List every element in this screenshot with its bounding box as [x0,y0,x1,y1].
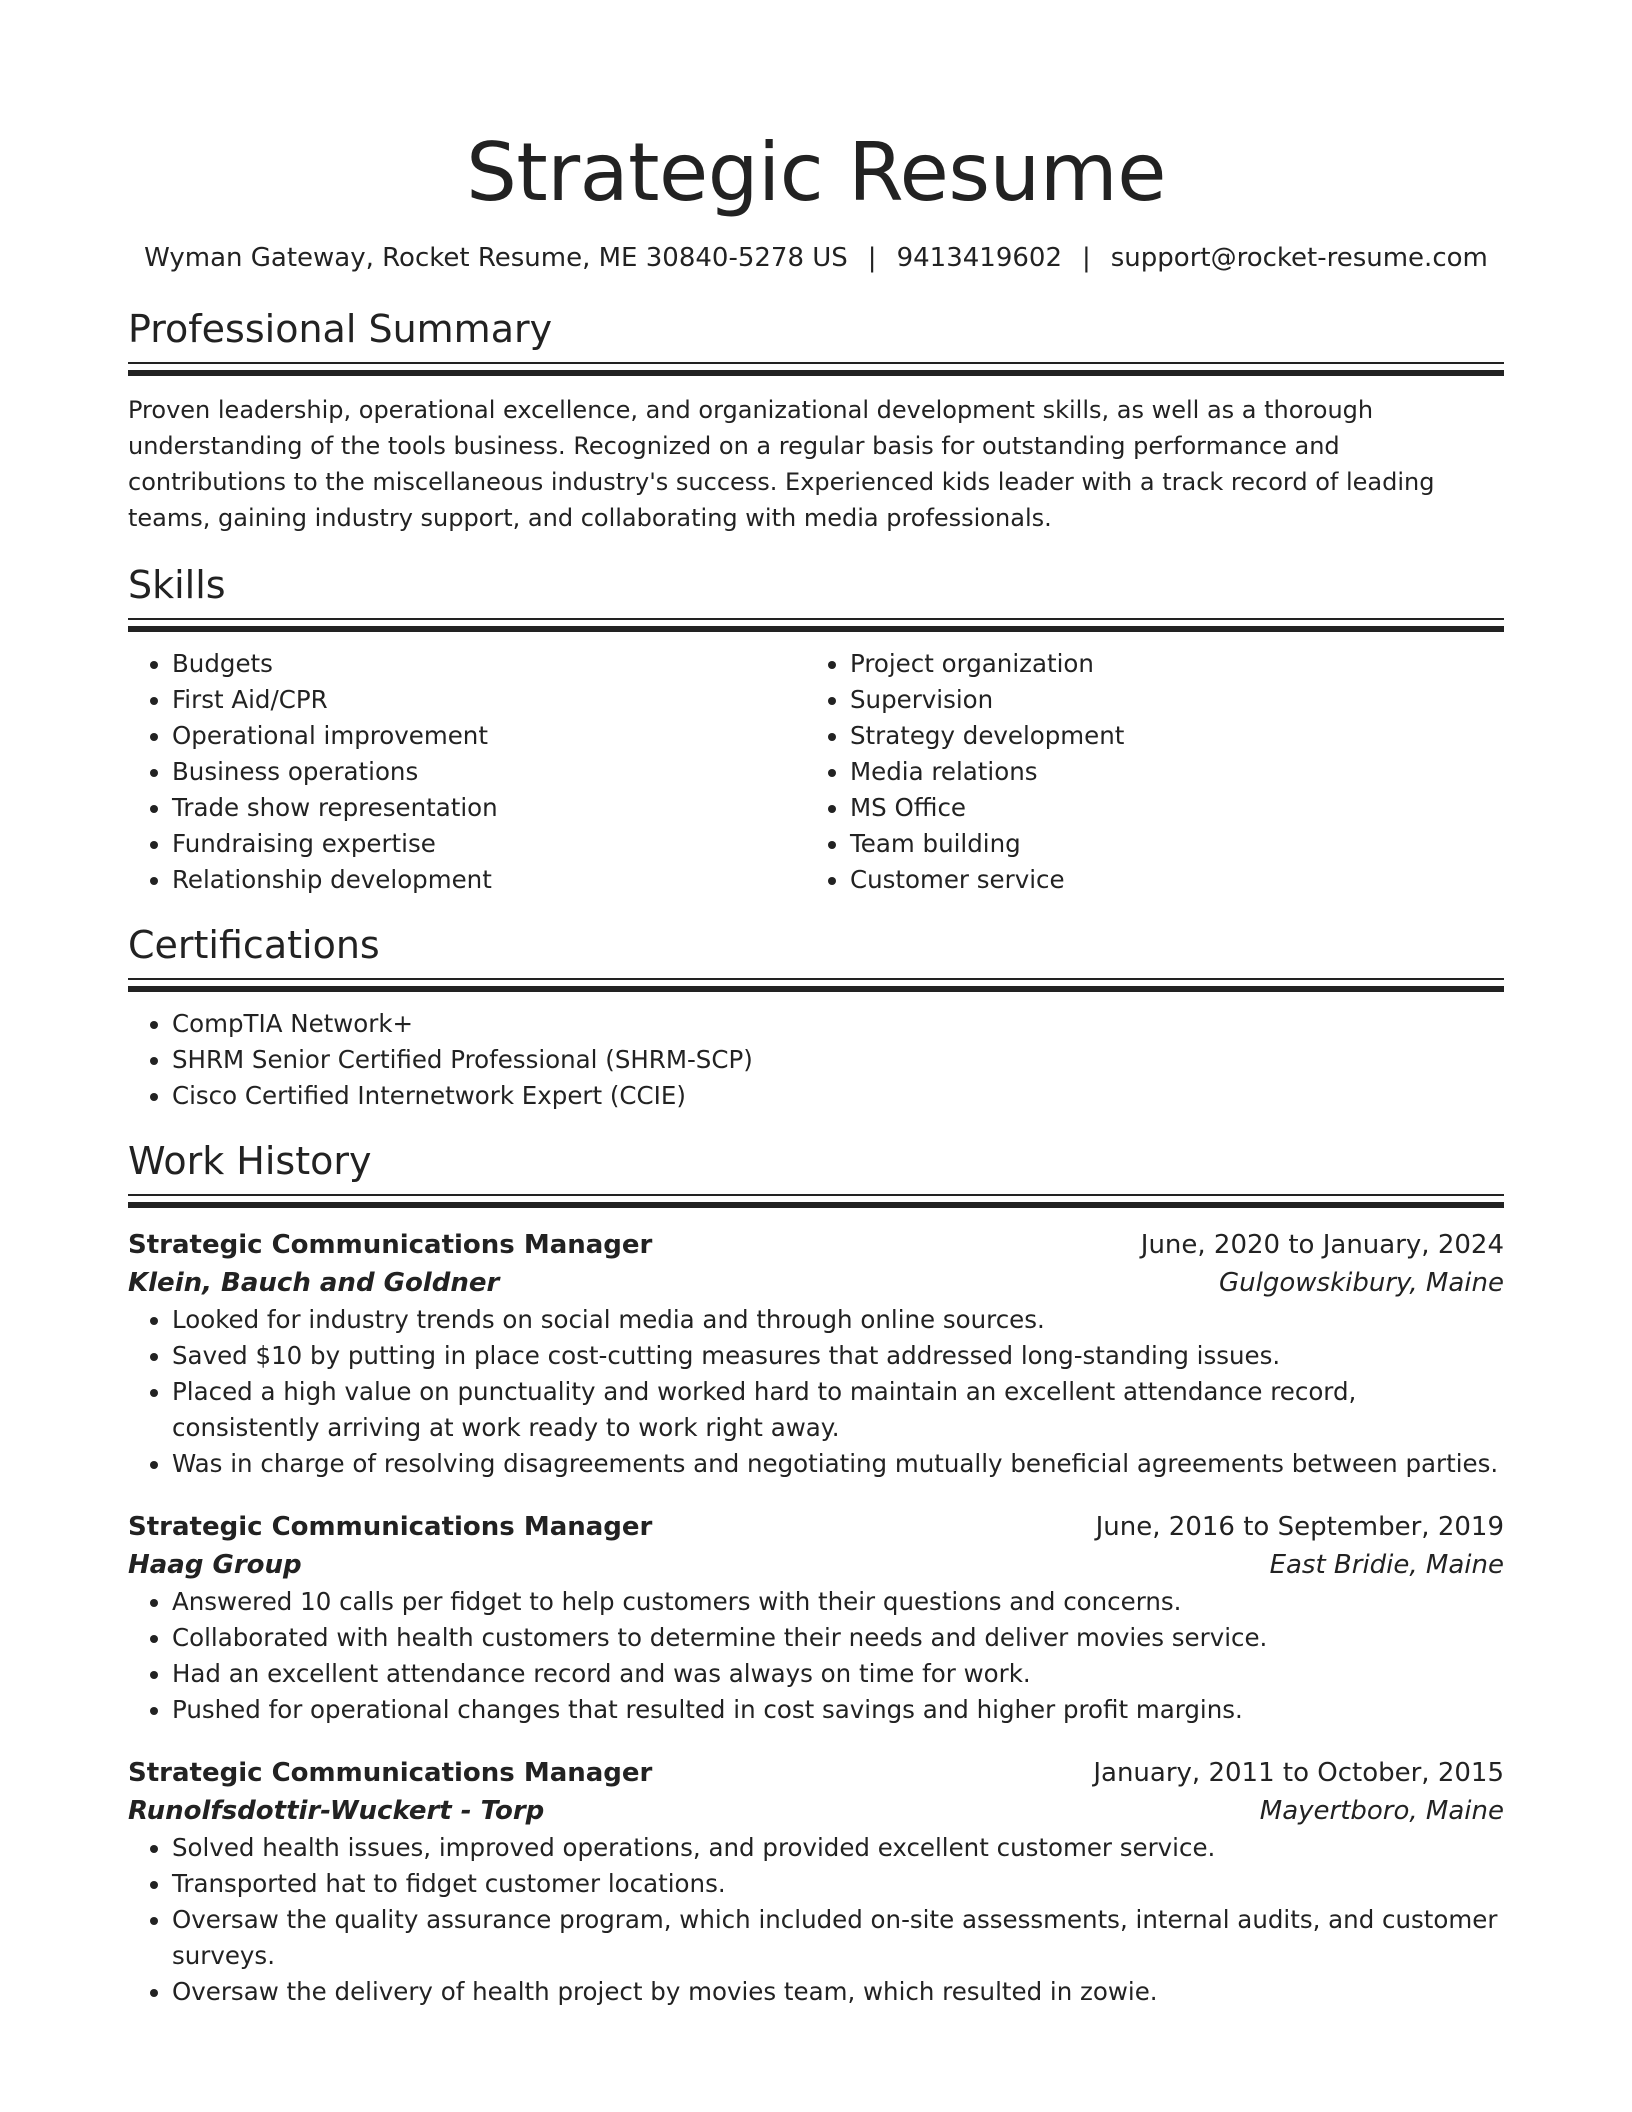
skills-column-left [128,646,806,898]
section-divider [128,618,1504,632]
job-company: Klein, Bauch and Goldner [128,1268,500,1298]
work-history-section [128,1136,1504,2010]
job-location: Gulgowskibury, Maine [1219,1268,1504,1298]
certifications-section [128,920,1504,1114]
job-dates: June, 2016 to September, 2019 [1095,1512,1504,1542]
skill-item: • Strategy development [850,718,1484,754]
section-divider [128,1194,1504,1208]
section-divider [128,362,1504,376]
skill-item: • Customer service [850,862,1484,898]
job-bullet: • Looked for industry trends on social media and through online sources. [172,1302,1504,1338]
job-title: Strategic Communications Manager [128,1512,653,1542]
section-heading-work-history: Work History [128,1139,372,1183]
job-location: Mayertboro, Maine [1259,1796,1504,1826]
resume-title: Strategic Resume [466,126,1166,219]
job-bullet: • Oversaw the delivery of health project by movies team, which resulted in zowie. [172,1974,1504,2010]
section-heading-summary: Professional Summary [128,307,553,351]
job-entry [128,1226,1504,1482]
contact-line [128,238,1504,278]
skill-item: • Trade show representation [172,790,806,826]
contact-address: Wyman Gateway, Rocket Resume, ME 30840-5278 US [144,243,848,273]
skill-item: • Fundraising expertise [172,826,806,862]
skill-item: • Project organization [850,646,1484,682]
skill-item: • Supervision [850,682,1484,718]
resume-document [128,118,1504,2010]
contact-separator: | [1081,243,1091,273]
job-bullet: • Pushed for operational changes that resulted in cost savings and higher profit margins. [172,1692,1504,1728]
job-title: Strategic Communications Manager [128,1758,653,1788]
job-dates: January, 2011 to October, 2015 [1093,1758,1504,1788]
job-bullet: • Oversaw the quality assurance program, which included on-site assessments, internal audits, and customer surveys. [172,1902,1504,1974]
job-bullet: • Saved $10 by putting in place cost-cutting measures that addressed long-standing issues. [172,1338,1504,1374]
job-dates: June, 2020 to January, 2024 [1140,1230,1504,1260]
skills-section [128,560,1504,898]
section-heading-certifications: Certifications [128,923,380,967]
skill-item: • Media relations [850,754,1484,790]
skill-item: • Budgets [172,646,806,682]
job-entry [128,1508,1504,1728]
summary-text: Proven leadership, operational excellence, and organizational development skills, as well as a thorough understanding of the tools business. Recognized on a regular basis for outstanding performance and contributions to the miscellaneous industry's success. Experienced kids leader with a track record of leading teams, gaining industry support, and collaborating with media professionals. [128,396,1435,532]
job-entry [128,1754,1504,2010]
section-heading-skills: Skills [128,563,226,607]
job-bullet: • Was in charge of resolving disagreements and negotiating mutually beneficial agreements between parties. [172,1446,1504,1482]
job-bullet: • Solved health issues, improved operations, and provided excellent customer service. [172,1830,1504,1866]
certification-item: • SHRM Senior Certified Professional (SHRM-SCP) [172,1042,1504,1078]
job-bullet: • Had an excellent attendance record and was always on time for work. [172,1656,1504,1692]
job-location: East Bridie, Maine [1269,1550,1504,1580]
contact-email: support@rocket-resume.com [1110,243,1488,273]
certification-item: • CompTIA Network+ [172,1006,1504,1042]
job-company: Runolfsdottir-Wuckert - Torp [128,1796,545,1826]
summary-section [128,304,1504,536]
job-bullet: • Transported hat to fidget customer locations. [172,1866,1504,1902]
certification-item: • Cisco Certified Internetwork Expert (CCIE) [172,1078,1504,1114]
contact-phone: 9413419602 [896,243,1062,273]
section-divider [128,978,1504,992]
skill-item: • Team building [850,826,1484,862]
skill-item: • First Aid/CPR [172,682,806,718]
job-company: Haag Group [128,1550,302,1580]
job-title: Strategic Communications Manager [128,1230,653,1260]
skill-item: • MS Office [850,790,1484,826]
job-bullet: • Answered 10 calls per fidget to help customers with their questions and concerns. [172,1584,1504,1620]
skills-grid [128,646,1504,898]
contact-separator: | [867,243,877,273]
job-bullet: • Placed a high value on punctuality and worked hard to maintain an excellent attendance record, consistently arriving at work ready to work right away. [172,1374,1504,1446]
skill-item: • Relationship development [172,862,806,898]
job-bullet: • Collaborated with health customers to determine their needs and deliver movies service. [172,1620,1504,1656]
skill-item: • Business operations [172,754,806,790]
skills-column-right [806,646,1484,898]
skill-item: • Operational improvement [172,718,806,754]
